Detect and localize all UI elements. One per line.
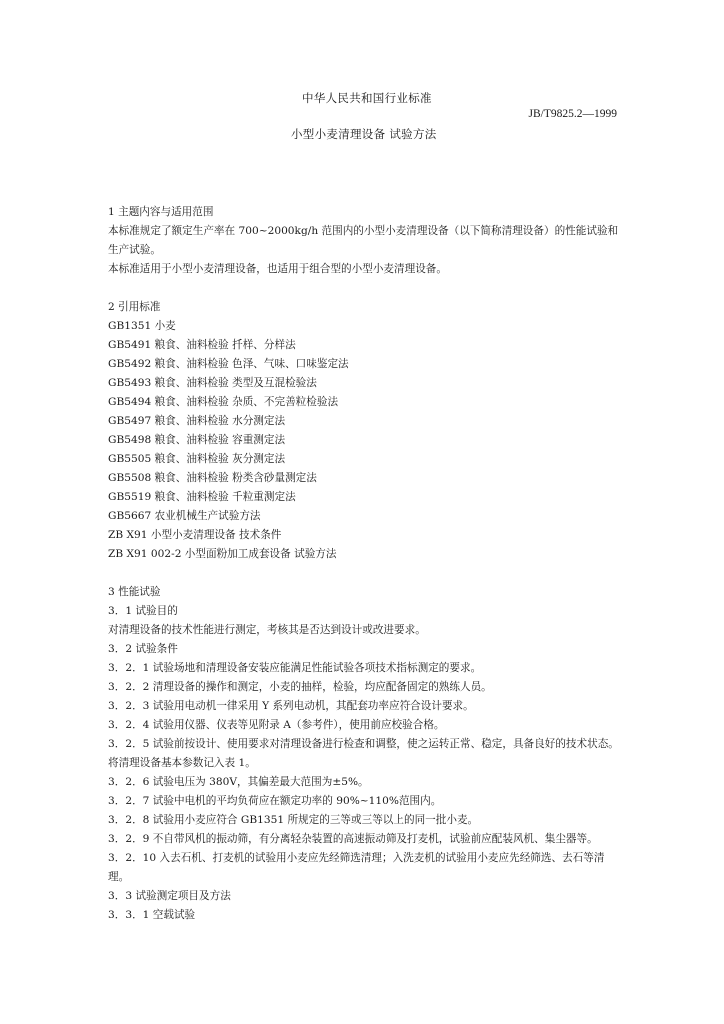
condition-item: 3．2．2 清理设备的操作和测定，小麦的抽样，检验，均应配备固定的熟练人员。 bbox=[108, 681, 492, 693]
condition-item: 3．2．4 试验用仪器、仪表等见附录 A（参考件），使用前应校验合格。 bbox=[108, 719, 445, 731]
section-1-paragraph-2: 本标准适用于小型小麦清理设备，也适用于组合型的小型小麦清理设备。 bbox=[108, 263, 447, 275]
reference-item: GB5498 粮食、油料检验 容重测定法 bbox=[108, 434, 286, 446]
reference-item: ZB X91 小型小麦清理设备 技术条件 bbox=[108, 529, 282, 541]
condition-item: 3．2．1 试验场地和清理设备安装应能满足性能试验各项技术指标测定的要求。 bbox=[108, 662, 482, 674]
section-3-3-heading: 3．3 试验测定项目及方法 bbox=[108, 890, 231, 902]
section-1-paragraph-1: 本标准规定了额定生产率在 700~2000kg/h 范围内的小型小麦清理设备（以下简称清理设备）的性能试验和生产试验。 bbox=[108, 225, 619, 256]
condition-item: 3．2．6 试验电压为 380V，其偏差最大范围为±5%。 bbox=[108, 776, 369, 788]
condition-item: 3．2．3 试验用电动机一律采用 Y 系列电动机，其配套功率应符合设计要求。 bbox=[108, 700, 474, 712]
reference-item: GB5505 粮食、油料检验 灰分测定法 bbox=[108, 453, 286, 465]
reference-item: GB5519 粮食、油料检验 千粒重测定法 bbox=[108, 491, 296, 503]
reference-item: GB5491 粮食、油料检验 扦样、分样法 bbox=[108, 339, 296, 351]
condition-item: 3．2．9 不自带风机的振动筛，有分离轻杂装置的高速振动筛及打麦机，试验前应配装风机、集尘器等。 bbox=[108, 833, 598, 845]
reference-item: ZB X91 002-2 小型面粉加工成套设备 试验方法 bbox=[108, 548, 337, 560]
standard-code: JB/T9825.2—1999 bbox=[528, 108, 617, 120]
section-3-2-heading: 3．2 试验条件 bbox=[108, 643, 178, 655]
reference-item: GB5497 粮食、油料检验 水分测定法 bbox=[108, 415, 286, 427]
standard-org-title: 中华人民共和国行业标准 bbox=[302, 91, 432, 105]
condition-item: 3．2．10 入去石机、打麦机的试验用小麦应先经筛选清理；入洗麦机的试验用小麦应先经筛选、去石等清理。 bbox=[108, 852, 605, 883]
reference-list bbox=[108, 317, 620, 564]
condition-item: 3．2．7 试验中电机的平均负荷应在额定功率的 90%~110%范围内。 bbox=[108, 795, 442, 807]
section-3-heading: 3 性能试验 bbox=[108, 586, 161, 598]
section-3-1-heading: 3．1 试验目的 bbox=[108, 605, 178, 617]
condition-item: 3．2．8 试验用小麦应符合 GB1351 所规定的三等或三等以上的同一批小麦。 bbox=[108, 814, 479, 826]
section-1-heading: 1 主题内容与适用范围 bbox=[108, 206, 214, 218]
reference-item: GB5493 粮食、油料检验 类型及互混检验法 bbox=[108, 377, 317, 389]
reference-item: GB5667 农业机械生产试验方法 bbox=[108, 510, 261, 522]
condition-list bbox=[108, 659, 620, 887]
reference-item: GB1351 小麦 bbox=[108, 320, 176, 332]
section-2-heading: 2 引用标准 bbox=[108, 301, 161, 313]
reference-item: GB5508 粮食、油料检验 粉类含砂量测定法 bbox=[108, 472, 317, 484]
document-title: 小型小麦清理设备 试验方法 bbox=[291, 127, 437, 141]
section-3-1-text: 对清理设备的技术性能进行测定，考核其是否达到设计或改进要求。 bbox=[108, 624, 426, 636]
reference-item: GB5494 粮食、油料检验 杂质、不完善粒检验法 bbox=[108, 396, 339, 408]
condition-item: 3．2．5 试验前按设计、使用要求对清理设备进行检查和调整，使之运转正常、稳定，具备良好的技术状态。将清理设备基本参数记入表 1。 bbox=[108, 738, 619, 769]
document-body bbox=[108, 203, 620, 925]
reference-item: GB5492 粮食、油料检验 色泽、气味、口味鉴定法 bbox=[108, 358, 349, 370]
section-3-3-1-heading: 3．3．1 空载试验 bbox=[108, 909, 196, 921]
